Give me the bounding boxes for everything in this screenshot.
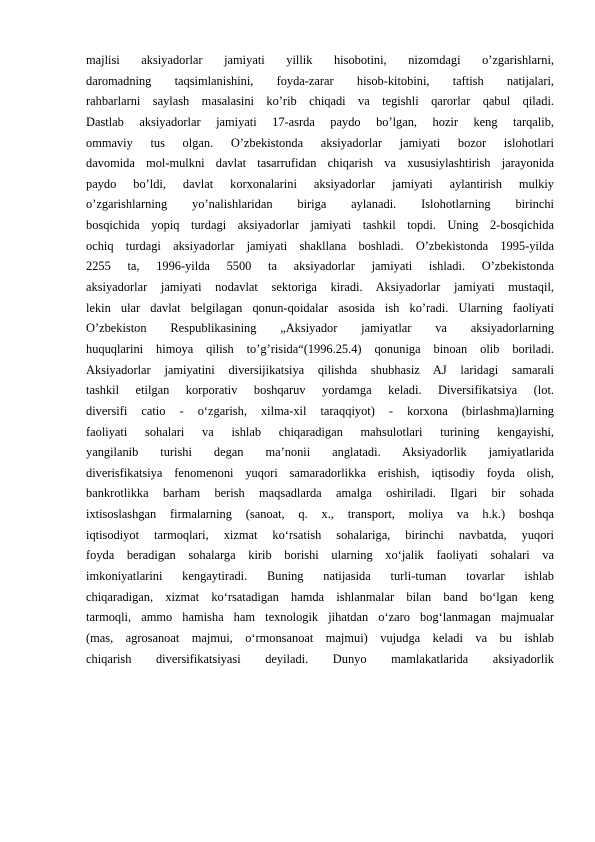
text-line-29: (mas, agrosanoat majmui, o‘rmonsanoat majmui) vujudga keladi va bu ishlab: [86, 630, 554, 645]
text-line-19: faoliyati sohalari va ishlab chiqaradigan mahsulotlari turining kengayishi,: [86, 424, 554, 439]
text-line-20: yangilanib turishi degan ma’nonii anglatadi. Aksiyadorlik jamiyatlarida: [86, 445, 554, 460]
text-line-17: tashkil etilgan korporativ boshqaruv yordamga keladi. Diversifikatsiya (lot.: [86, 383, 554, 398]
text-line-10: ochiq turdagi aksiyadorlar jamiyati shakllana boshladi. O’zbekistonda 1995-yilda: [86, 238, 554, 253]
text-line-13: lekin ular davlat belgilagan qonun-qoidalar asosida ish ko’radi. Ularning faoliyati: [86, 300, 554, 315]
text-line-9: bosqichida yopiq turdagi aksiyadorlar jamiyati tashkil topdi. Uning 2-bosqichida: [86, 218, 554, 233]
text-line-5: ommaviy tus olgan. O’zbekistonda aksiyadorlar jamiyati bozor islohotlari: [86, 135, 554, 150]
text-line-22: bankrotlikka barham berish maqsadlarda amalga oshiriladi. Ilgari bir sohada: [86, 486, 554, 501]
text-line-14: O’zbekiston Respublikasining „Aksiyador jamiyatlar va aksiyadorlarning: [86, 321, 554, 336]
body-text: [86, 50, 554, 669]
text-line-15: huquqlarini himoya qilish to’g’risida“(1996.25.4) qonuniga binoan olib boriladi.: [86, 341, 554, 356]
text-line-26: imkoniyatlarini kengaytiradi. Buning natijasida turli-tuman tovarlar ishlab: [86, 569, 554, 584]
text-line-23: ixtisoslashgan firmalarning (sanoat, q. x., transport, moliya va h.k.) boshqa: [86, 507, 554, 522]
text-line-6: davomida mol-mulkni davlat tasarrufidan chiqarish va xususiylashtirish jarayonida: [86, 156, 554, 171]
text-line-25: foyda beradigan sohalarga kirib borishi ularning xo‘jalik faoliyati sohalari va: [86, 548, 554, 563]
text-line-2: daromadning taqsimlanishini, foyda-zarar hisob-kitobini, taftish natijalari,: [86, 73, 554, 88]
text-line-16: Aksiyadorlar jamiyatini diversijikatsiya qilishda shubhasiz AJ laridagi samarali: [86, 362, 554, 377]
text-line-4: Dastlab aksiyadorlar jamiyati 17-asrda paydo bo’lgan, hozir keng tarqalib,: [86, 114, 554, 129]
text-line-12: aksiyadorlar jamiyati nodavlat sektoriga kiradi. Aksiyadorlar jamiyati mustaqil,: [86, 280, 554, 295]
text-line-7: paydo bo’ldi, davlat korxonalarini aksiyadorlar jamiyati aylantirish mulkiy: [86, 176, 554, 191]
text-line-11: 2255 ta, 1996-yilda 5500 ta aksiyadorlar jamiyati ishladi. O’zbekistonda: [86, 259, 554, 274]
text-line-21: diverisfikatsiya fenomenoni yuqori samaradorlikka erishish, iqtisodiy foyda olish,: [86, 465, 554, 480]
text-line-27: chiqaradigan, xizmat ko‘rsatadigan hamda ishlanmalar bilan band bo‘lgan keng: [86, 589, 554, 604]
text-line-3: rahbarlarni saylash masalasini ko’rib chiqadi va tegishli qarorlar qabul qiladi.: [86, 94, 554, 109]
text-line-18: diversifi catio - o‘zgarish, xilma-xil taraqqiyot) - korxona (birlashma)larning: [86, 403, 554, 418]
text-line-28: tarmoqli, ammo hamisha ham texnologik jihatdan o‘zaro bog‘lanmagan majmualar: [86, 610, 554, 625]
text-line-8: o’zgarishlarning yo’nalishlaridan biriga aylanadi. Islohotlarning birinchi: [86, 197, 554, 212]
text-line-30: chiqarish diversifikatsiyasi deyiladi. Dunyo mamlakatlarida aksiyadorlik: [86, 651, 554, 666]
text-line-24: iqtisodiyot tarmoqlari, xizmat ko‘rsatish sohalariga, birinchi navbatda, yuqori: [86, 527, 554, 542]
text-line-1: majlisi aksiyadorlar jamiyati yillik hisobotini, nizomdagi o’zgarishlarni,: [86, 53, 554, 67]
